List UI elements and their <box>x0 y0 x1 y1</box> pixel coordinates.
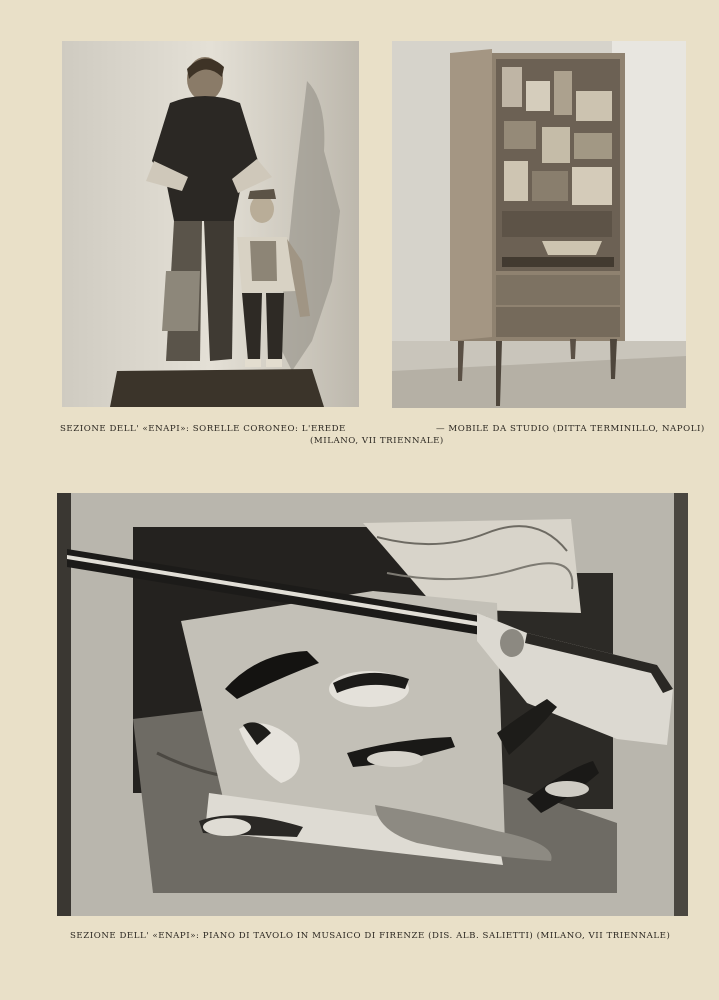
caption-bottom: SEZIONE DELL' «ENAPI»: PIANO DI TAVOLO IN MUSAICO DI FIRENZE (DIS. ALB. SALIETTI) (MILANO, VII TRIENNALE) <box>70 931 671 941</box>
photo-study-cabinet <box>392 41 686 408</box>
caption-top-left: SEZIONE DELL' «ENAPI»: SORELLE CORONEO: L'EREDE <box>60 424 346 434</box>
caption-top-center: (MILANO, VII TRIENNALE) <box>310 436 444 446</box>
caption-top-right: — MOBILE DA STUDIO (DITTA TERMINILLO, NAPOLI) <box>436 424 705 434</box>
photo-dolls-l-erede <box>62 41 359 407</box>
photo-mosaic-table-top <box>57 493 688 916</box>
